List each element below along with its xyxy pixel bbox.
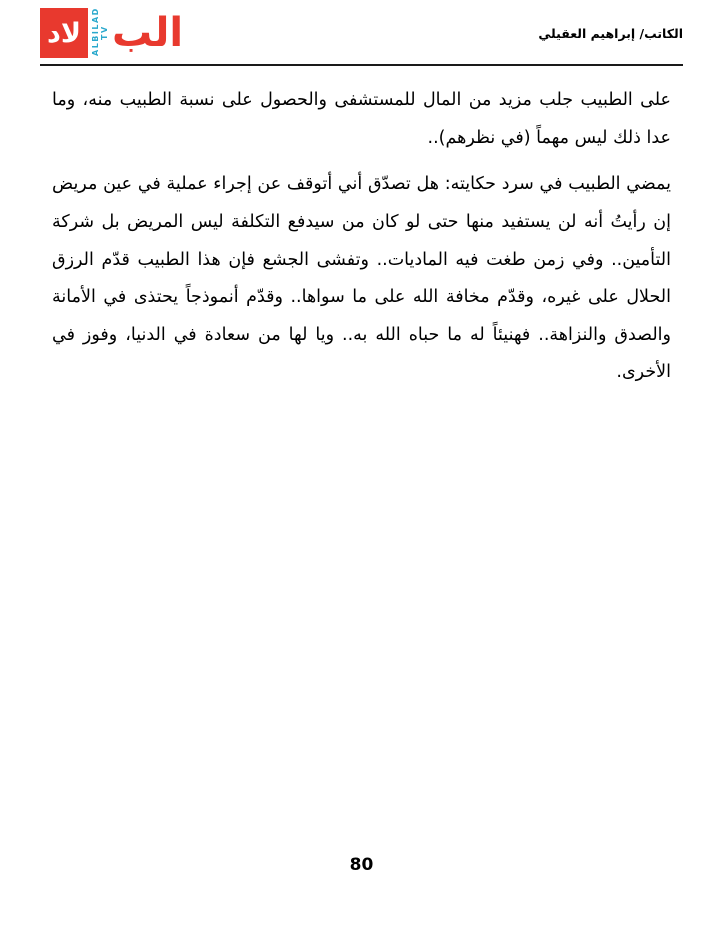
logo-latin-text: ALBILAD TV	[90, 7, 109, 56]
writer-name: الكاتب/ إبراهيم العقيلي	[538, 26, 683, 41]
paragraph-1: على الطبيب جلب مزيد من المال للمستشفى والحصول على نسبة الطبيب منه، وما عدا ذلك ليس مهماً (في نظرهم)..	[52, 90, 671, 148]
logo-red-box: لاد	[40, 8, 88, 58]
page-number: 80	[349, 855, 374, 875]
paragraph-2: يمضي الطبيب في سرد حكايته: هل تصدّق أني أتوقف عن إجراء عملية في عين مريض إن رأيتُ أنه لن يستفيد منها حتى لو كان من سيدفع التكلفة ليس المريض بل شركة التأمين.. وفي زمن طغت فيه الماديات.. وتفشى الجشع فإن هذا الطبيب قدّم الرزق الحلال على غيره، وقدّم مخافة الله على ما سواها.. وقدّم أنموذجاً يحتذى في الأمانة والصدق والنزاهة.. فهنيئاً له ما حباه الله به.. ويا لها من سعادة في الدنيا، وفوز في الأخرى.	[52, 174, 671, 383]
logo-arabic-text: الب	[111, 10, 184, 56]
albilad-logo	[40, 8, 183, 58]
article-body	[52, 82, 671, 401]
page-header	[40, 0, 683, 66]
